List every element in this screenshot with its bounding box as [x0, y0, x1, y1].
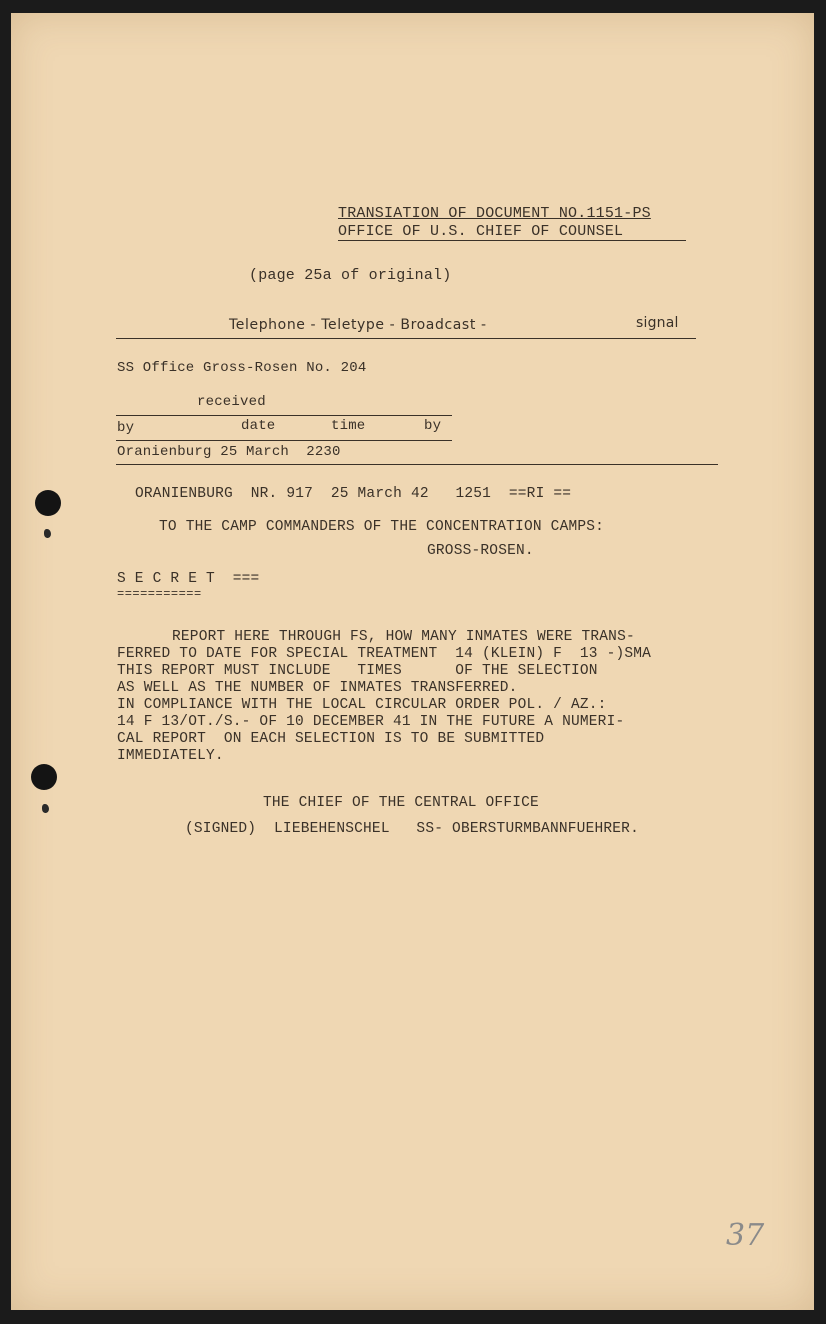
form-bottom-rule — [116, 464, 718, 465]
body-line: AS WELL AS THE NUMBER OF INMATES TRANSFERRED. — [117, 680, 518, 696]
punch-hole-top — [35, 490, 61, 516]
translation-title: TRANSIATION OF DOCUMENT NO.1151-PS — [338, 205, 651, 222]
punch-hole-nick-top — [44, 529, 51, 538]
body-line: FERRED TO DATE FOR SPECIAL TREATMENT 14 (KLEIN) F 13 -)SMA — [117, 646, 652, 662]
received-entry: Oranienburg 25 March 2230 — [117, 444, 341, 460]
body-line: THIS REPORT MUST INCLUDE TIMES OF THE SELECTION — [117, 663, 598, 679]
body-line: CAL REPORT ON EACH SELECTION IS TO BE SUBMITTED — [117, 731, 545, 747]
punch-hole-nick-bottom — [42, 804, 49, 813]
column-time: time — [331, 418, 366, 434]
secret-marking: S E C R E T === — [117, 571, 260, 587]
received-label: received — [197, 394, 266, 410]
columns-rule — [116, 440, 452, 441]
column-by-2: by — [424, 418, 442, 434]
secret-underline: =========== — [117, 587, 202, 601]
office-title-underline — [338, 240, 686, 241]
punch-hole-bottom — [31, 764, 57, 790]
addressee-camp: GROSS-ROSEN. — [427, 543, 534, 559]
body-line: 14 F 13/OT./S.- OF 10 DECEMBER 41 IN THE FUTURE A NUMERI- — [117, 714, 625, 730]
column-date: date — [241, 418, 276, 434]
received-rule — [116, 415, 452, 416]
office-number: SS Office Gross-Rosen No. 204 — [117, 360, 367, 376]
channels-line: Telephone - Teletype - Broadcast - — [229, 317, 492, 333]
addressee-line: TO THE CAMP COMMANDERS OF THE CONCENTRATION CAMPS: — [159, 519, 605, 535]
body-line: IN COMPLIANCE WITH THE LOCAL CIRCULAR ORDER POL. / AZ.: — [117, 697, 607, 713]
document-page — [11, 13, 814, 1310]
channels-rule — [116, 338, 696, 339]
body-line: IMMEDIATELY. — [117, 748, 224, 764]
handwritten-page-number: 37 — [726, 1218, 765, 1253]
office-title: OFFICE OF U.S. CHIEF OF COUNSEL — [338, 223, 624, 240]
column-by-1: by — [117, 420, 135, 436]
signature-name: (SIGNED) LIEBEHENSCHEL SS- OBERSTURMBANNFUEHRER. — [185, 821, 639, 837]
page-note: (page 25a of original) — [249, 267, 452, 284]
routing-line: ORANIENBURG NR. 917 25 March 42 1251 ==RI == — [135, 486, 572, 502]
body-line: REPORT HERE THROUGH FS, HOW MANY INMATES WERE TRANS- — [172, 629, 635, 645]
signature-title: THE CHIEF OF THE CENTRAL OFFICE — [263, 795, 539, 811]
channels-line-end: signal — [636, 315, 679, 331]
